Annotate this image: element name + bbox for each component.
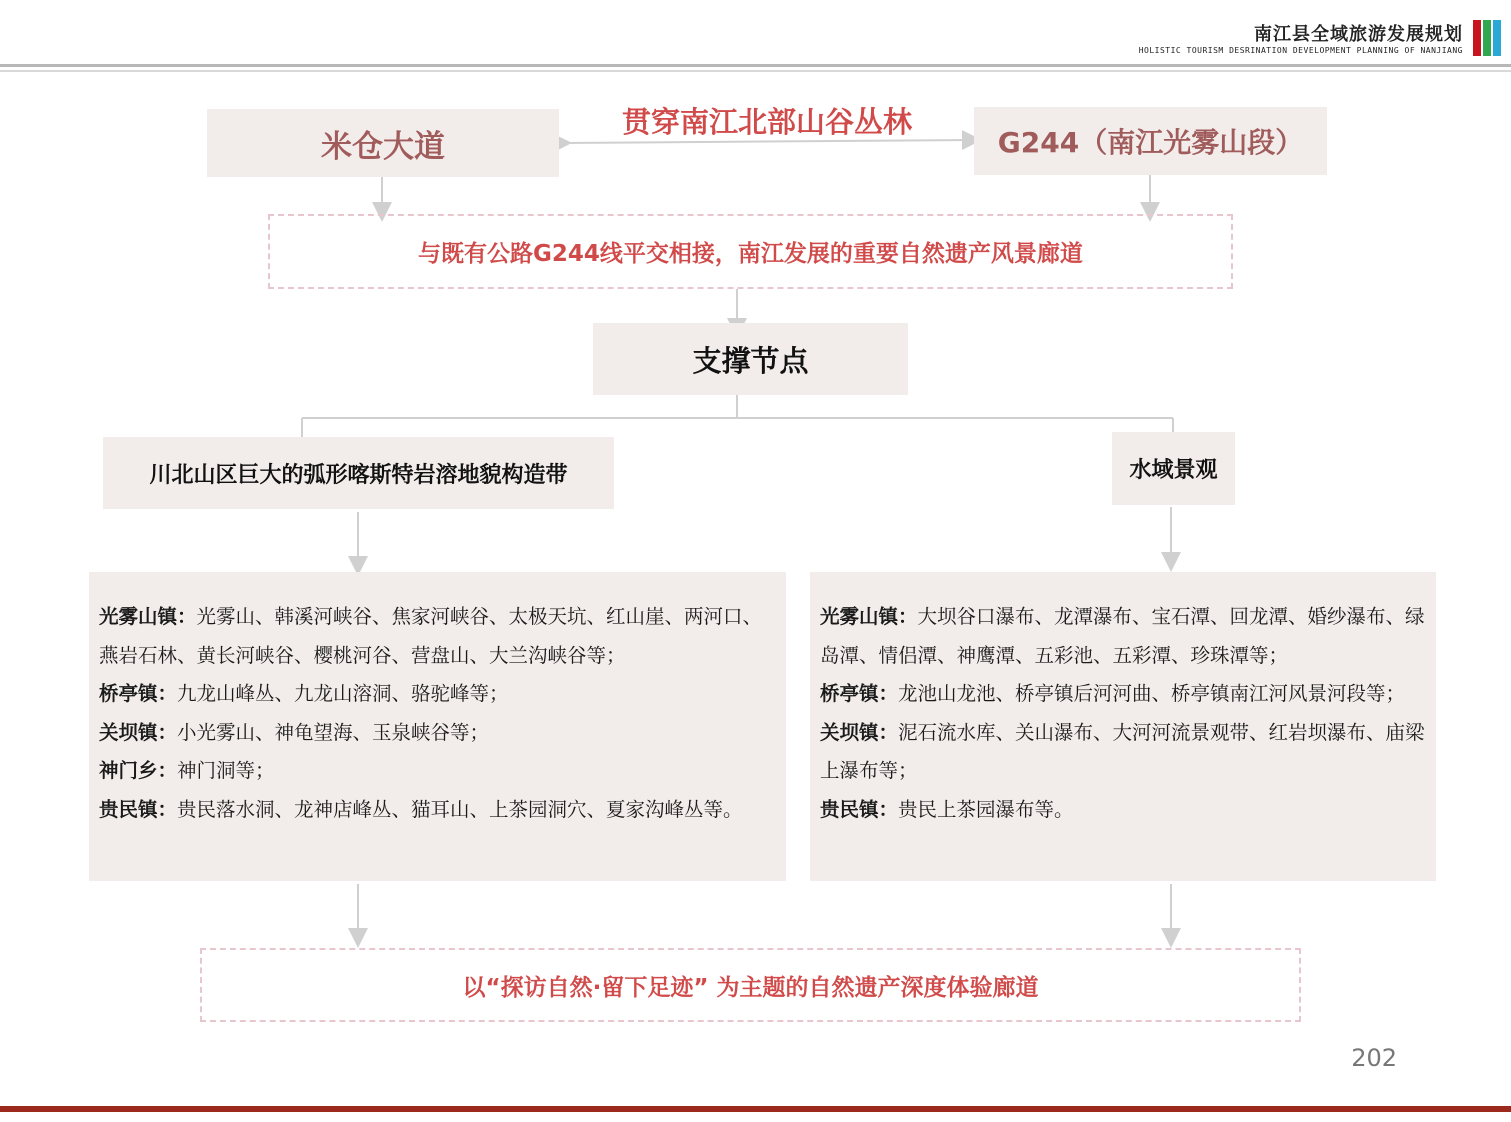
support-node-box [593,323,908,395]
town-sites: 小光雾山、神龟望海、玉泉峡谷等； [177,720,490,744]
town-label: 神门乡： [99,759,178,782]
left-branch-content [89,572,786,881]
summary-text: 与既有公路G244线平交相接，南江发展的重要自然遗产风景廊道 [418,241,1083,267]
town-sites: 龙池山龙池、桥亭镇后河河曲、桥亭镇南江河风景河段等； [898,682,1406,705]
list-item [820,714,1428,791]
town-sites: 神门洞等； [177,759,275,782]
conclusion-text: 以“探访自然·留下足迹” 为主题的自然遗产深度体验廊道 [462,974,1039,1001]
document-subtitle: HOLISTIC TOURISM DESRINATION DEVELOPMENT PLANNING OF NANJIANG [1138,46,1463,55]
list-item [99,791,776,830]
list-item [820,791,1428,830]
list-item [820,598,1428,675]
list-item [820,675,1428,714]
town-label: 桥亭镇： [99,682,178,705]
town-label: 关坝镇： [820,720,899,744]
right-road-box [974,107,1327,175]
town-label: 桥亭镇： [820,682,899,705]
town-sites: 大坝谷口瀑布、龙潭瀑布、宝石潭、回龙潭、婚纱瀑布、绿岛潭、情侣潭、神鹰潭、五彩池、五彩潭、珍珠潭等； [820,605,1425,667]
page-number: 202 [1351,1044,1397,1072]
list-item [99,675,776,714]
right-branch-title: 水域景观 [1129,458,1218,483]
right-branch-content [810,572,1436,881]
town-label: 关坝镇： [99,720,178,744]
right-branch-title-box [1112,432,1235,505]
town-sites: 九龙山峰丛、九龙山溶洞、骆驼峰等； [177,682,509,705]
town-sites: 光雾山、韩溪河峡谷、焦家河峡谷、太极天坑、红山崖、两河口、燕岩石林、黄长河峡谷、樱桃河谷、营盘山、大兰沟峡谷等； [99,605,763,667]
town-sites: 贵民上茶园瀑布等。 [898,797,1074,821]
list-item [99,714,776,753]
town-label: 光雾山镇： [820,605,918,628]
left-road-label: 米仓大道 [321,128,445,165]
town-label: 贵民镇： [99,797,178,821]
summary-box [268,214,1233,289]
town-sites: 贵民落水洞、龙神店峰丛、猫耳山、上茶园洞穴、夏家沟峰丛等。 [177,797,743,821]
right-road-label: G244（南江光雾山段） [997,126,1304,159]
connector-label: 贯穿南江北部山谷丛林 [621,105,912,139]
town-sites: 泥石流水库、关山瀑布、大河河流景观带、红岩坝瀑布、庙梁上瀑布等； [820,720,1425,782]
connector-label-wrap [560,100,974,141]
town-label: 贵民镇： [820,797,899,821]
document-title: 南江县全域旅游发展规划 [1254,24,1463,45]
list-item [99,752,776,791]
left-branch-title-box [103,437,614,509]
town-label: 光雾山镇： [99,605,197,628]
conclusion-box [200,948,1301,1022]
left-branch-title: 川北山区巨大的弧形喀斯特岩溶地貌构造带 [149,462,568,488]
footer-bar [0,1106,1511,1112]
support-node-label: 支撑节点 [692,343,809,378]
list-item [99,598,776,675]
left-road-box [207,109,559,177]
